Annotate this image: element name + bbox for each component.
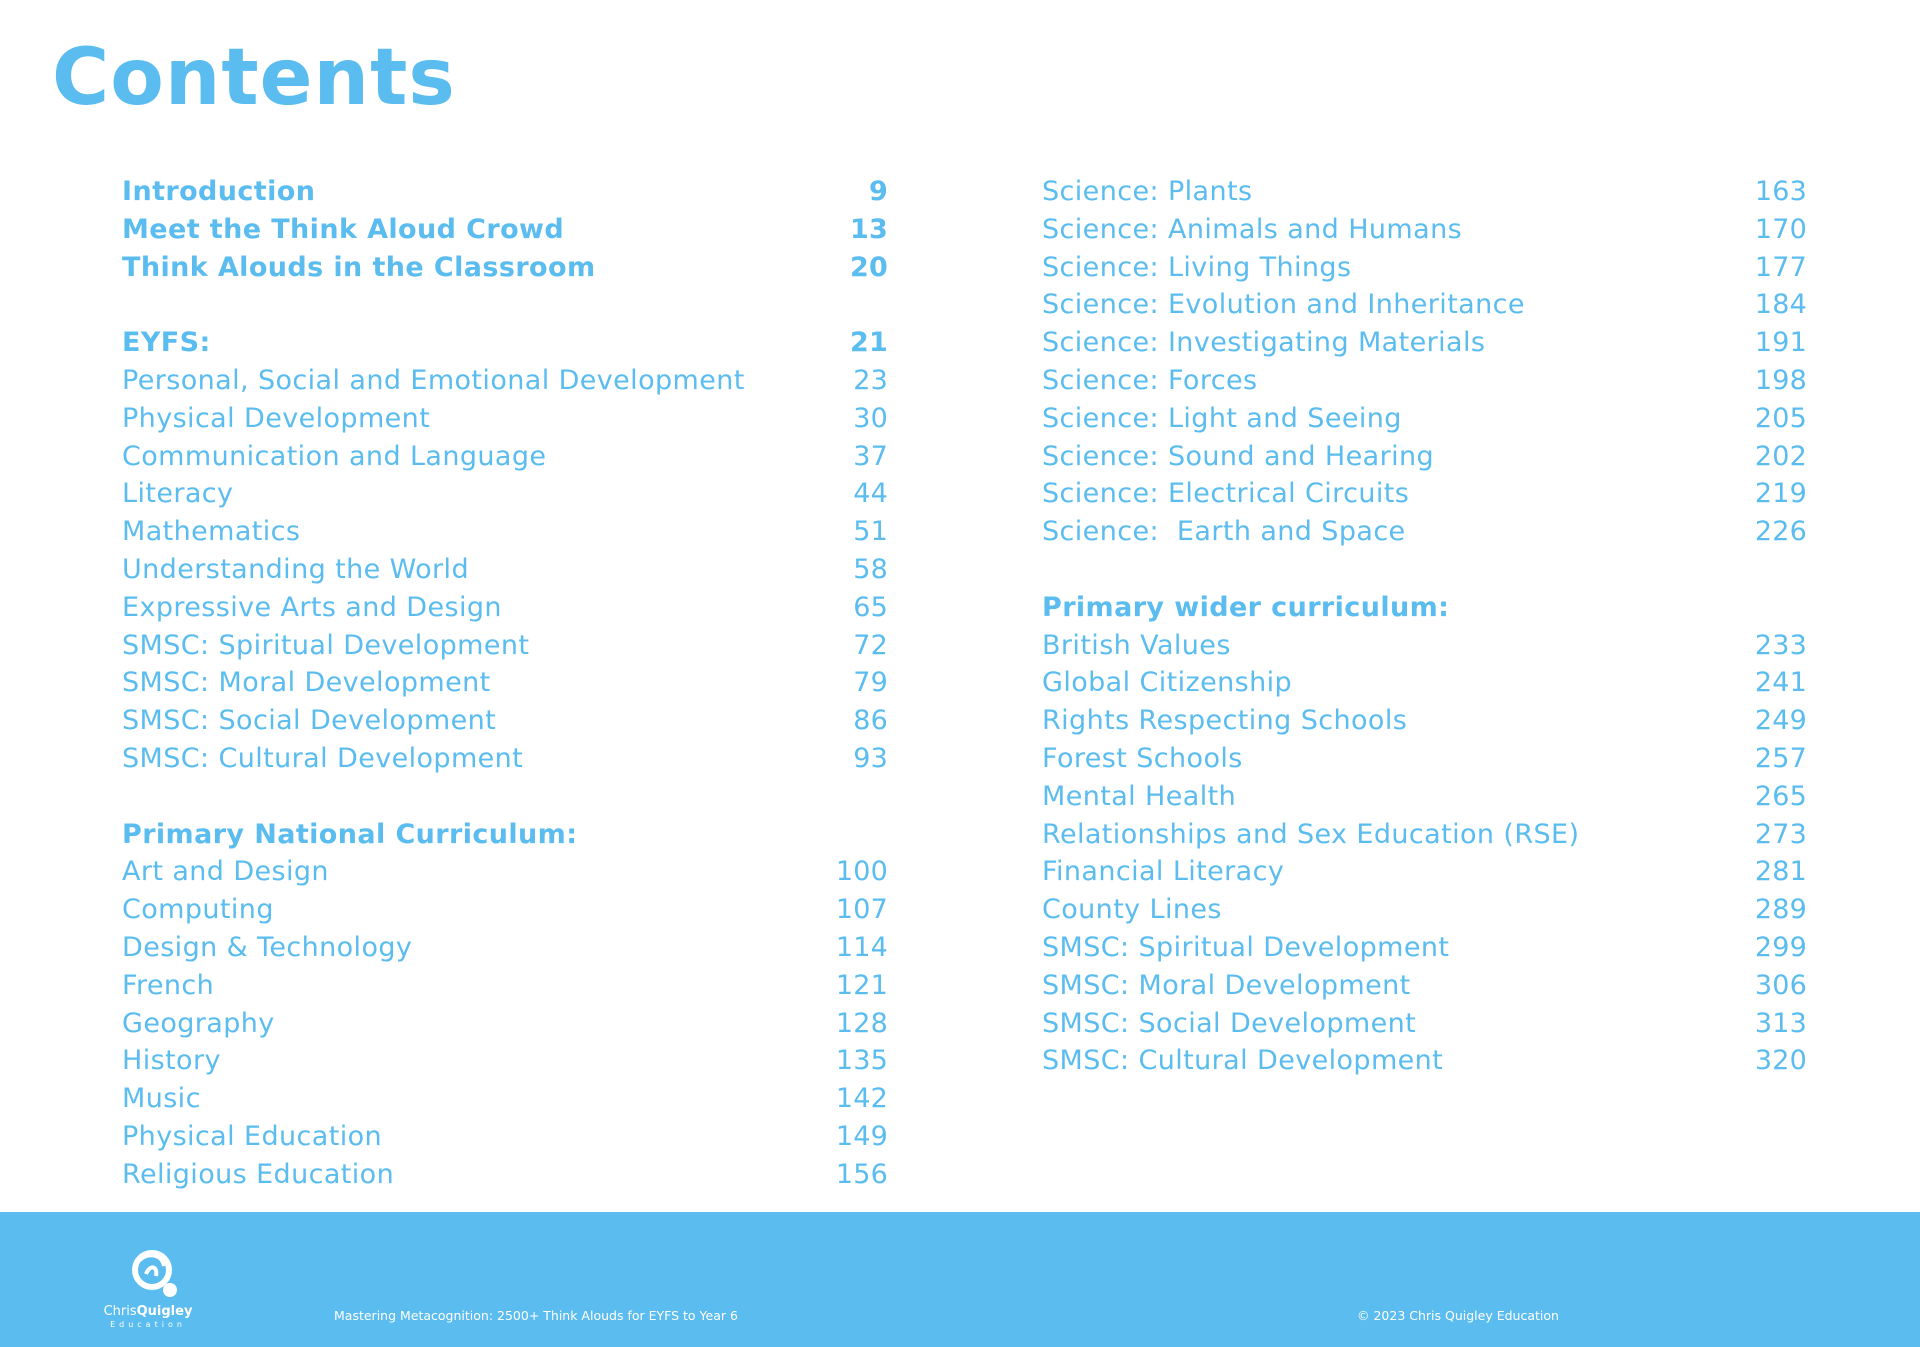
toc-entry-page-number: 226 — [1754, 516, 1807, 548]
toc-entry-label: SMSC: Cultural Development — [1042, 1045, 1444, 1077]
toc-entry-page-number: 93 — [853, 742, 888, 774]
toc-entry-page-number: 128 — [835, 1007, 888, 1039]
toc-entry-label: County Lines — [1042, 894, 1222, 926]
toc-entry — [1042, 664, 1807, 702]
toc-entry-page-number: 65 — [853, 591, 888, 623]
toc-entry — [1042, 249, 1807, 287]
toc-entry — [122, 438, 888, 476]
toc-entry — [122, 853, 888, 891]
toc-entry-page-number: 86 — [853, 705, 888, 737]
page-title: Contents — [52, 33, 456, 123]
toc-entry-page-number: 219 — [1754, 478, 1807, 510]
toc-entry-label: Mathematics — [122, 516, 301, 548]
footer-copyright: © 2023 Chris Quigley Education — [1357, 1308, 1559, 1323]
toc-entry-label: Science: Investigating Materials — [1042, 327, 1486, 359]
toc-spacer — [1042, 551, 1807, 589]
toc-entry-label: Science: Light and Seeing — [1042, 402, 1402, 434]
toc-entry — [122, 362, 888, 400]
chris-quigley-logo-icon — [128, 1248, 180, 1300]
toc-entry-page-number: 289 — [1754, 894, 1807, 926]
toc-entry-label: Science: Earth and Space — [1042, 516, 1406, 548]
toc-entry — [1042, 1042, 1807, 1080]
toc-entry-label: Rights Respecting Schools — [1042, 705, 1408, 737]
toc-entry — [1042, 740, 1807, 778]
toc-entry-label: Music — [122, 1083, 201, 1115]
toc-entry-label: Science: Electrical Circuits — [1042, 478, 1410, 510]
toc-entry-page-number: 241 — [1754, 667, 1807, 699]
toc-entry — [122, 1005, 888, 1043]
toc-entry — [122, 627, 888, 665]
toc-entry-label: Communication and Language — [122, 440, 547, 472]
toc-entry-page-number: 100 — [835, 856, 888, 888]
toc-entry-label: Science: Plants — [1042, 176, 1253, 207]
toc-entry-page-number: 202 — [1754, 440, 1807, 472]
logo-wordmark — [98, 1304, 198, 1319]
toc-entry — [122, 589, 888, 627]
toc-entry — [122, 740, 888, 778]
toc-entry — [122, 929, 888, 967]
toc-section-heading — [1042, 589, 1807, 627]
toc-spacer — [122, 778, 888, 816]
toc-entry — [122, 400, 888, 438]
toc-entry-label: French — [122, 969, 215, 1001]
toc-entry — [1042, 400, 1807, 438]
toc-entry-label: Primary National Curriculum: — [122, 818, 578, 850]
toc-entry-page-number: 299 — [1754, 931, 1807, 963]
toc-entry-page-number: 198 — [1754, 364, 1807, 396]
toc-entry — [122, 1118, 888, 1156]
toc-entry-label: Science: Animals and Humans — [1042, 213, 1463, 245]
toc-entry-label: Art and Design — [122, 856, 329, 888]
toc-entry-label: Religious Education — [122, 1158, 395, 1190]
toc-entry — [1042, 513, 1807, 551]
toc-entry-label: Meet the Think Aloud Crowd — [122, 213, 565, 245]
toc-spacer — [122, 286, 888, 324]
toc-entry — [122, 1080, 888, 1118]
toc-entry-label: Science: Sound and Hearing — [1042, 440, 1435, 472]
logo-name-bold: Quigley — [136, 1304, 193, 1319]
toc-entry-label: Expressive Arts and Design — [122, 591, 502, 623]
toc-entry-page-number: 257 — [1754, 742, 1807, 774]
toc-entry — [1042, 211, 1807, 249]
toc-entry-page-number: 170 — [1754, 213, 1807, 245]
toc-entry-page-number: 184 — [1754, 289, 1807, 321]
toc-entry-label: Primary wider curriculum: — [1042, 591, 1450, 623]
toc-entry-page-number: 21 — [850, 327, 888, 359]
toc-entry-page-number: 107 — [835, 894, 888, 926]
toc-entry-page-number: 205 — [1754, 402, 1807, 434]
toc-entry-page-number: 58 — [853, 553, 888, 585]
toc-entry — [1042, 816, 1807, 854]
toc-entry — [122, 664, 888, 702]
toc-entry-page-number: 121 — [835, 969, 888, 1001]
toc-entry — [122, 551, 888, 589]
logo-name-regular: Chris — [103, 1304, 137, 1319]
toc-entry-page-number: 313 — [1754, 1007, 1807, 1039]
toc-entry-page-number: 44 — [853, 478, 888, 510]
toc-entry-label: Computing — [122, 894, 274, 926]
toc-entry-page-number: 320 — [1754, 1045, 1807, 1077]
toc-entry-label: Think Alouds in the Classroom — [122, 251, 596, 283]
toc-entry — [1042, 286, 1807, 324]
toc-entry-label: History — [122, 1045, 221, 1077]
toc-column-right — [1042, 173, 1807, 1080]
toc-entry-label: SMSC: Social Development — [1042, 1007, 1417, 1039]
toc-entry-label: Science: Evolution and Inheritance — [1042, 289, 1525, 321]
toc-entry — [1042, 475, 1807, 513]
page-footer — [0, 1212, 1920, 1347]
logo-subtitle: Education — [110, 1320, 186, 1329]
toc-entry-page-number: 9 — [869, 176, 888, 207]
toc-entry-page-number: 13 — [850, 213, 888, 245]
toc-entry-label: Geography — [122, 1007, 275, 1039]
toc-entry — [122, 967, 888, 1005]
toc-entry-label: SMSC: Social Development — [122, 705, 497, 737]
toc-entry-page-number: 114 — [835, 931, 888, 963]
toc-entry — [122, 475, 888, 513]
footer-book-title: Mastering Metacognition: 2500+ Think Alouds for EYFS to Year 6 — [334, 1308, 738, 1323]
toc-entry — [1042, 929, 1807, 967]
toc-entry-page-number: 281 — [1754, 856, 1807, 888]
toc-entry — [122, 513, 888, 551]
toc-entry-label: Design & Technology — [122, 931, 413, 963]
toc-entry-page-number: 30 — [853, 402, 888, 434]
toc-entry-label: Forest Schools — [1042, 742, 1243, 774]
toc-entry-page-number: 233 — [1754, 629, 1807, 661]
toc-entry-page-number: 265 — [1754, 780, 1807, 812]
toc-entry — [1042, 173, 1807, 211]
toc-entry-page-number: 156 — [835, 1158, 888, 1190]
publisher-logo — [98, 1248, 198, 1328]
toc-entry-label: British Values — [1042, 629, 1231, 661]
toc-entry-label: SMSC: Cultural Development — [122, 742, 524, 774]
toc-entry-label: Physical Development — [122, 402, 431, 434]
toc-entry-page-number: 72 — [853, 629, 888, 661]
toc-entry-label: Science: Forces — [1042, 364, 1258, 396]
toc-entry-label: Personal, Social and Emotional Development — [122, 364, 745, 396]
toc-entry-page-number: 142 — [835, 1083, 888, 1115]
toc-entry-page-number: 149 — [835, 1120, 888, 1152]
toc-entry — [1042, 853, 1807, 891]
toc-entry-label: SMSC: Moral Development — [1042, 969, 1411, 1001]
toc-entry-page-number: 79 — [853, 667, 888, 699]
toc-entry-page-number: 37 — [853, 440, 888, 472]
toc-entry — [122, 702, 888, 740]
toc-entry-label: Mental Health — [1042, 780, 1237, 812]
toc-entry-label: EYFS: — [122, 327, 211, 359]
toc-entry — [1042, 967, 1807, 1005]
toc-entry — [1042, 362, 1807, 400]
toc-entry — [122, 211, 888, 249]
toc-entry-page-number: 249 — [1754, 705, 1807, 737]
toc-section-heading — [122, 816, 888, 854]
toc-entry — [1042, 627, 1807, 665]
toc-entry-label: Science: Living Things — [1042, 251, 1352, 283]
toc-entry — [1042, 891, 1807, 929]
toc-entry-label: Financial Literacy — [1042, 856, 1285, 888]
toc-entry-page-number: 135 — [835, 1045, 888, 1077]
toc-entry — [122, 1156, 888, 1194]
toc-column-left — [122, 173, 888, 1194]
toc-entry — [122, 891, 888, 929]
toc-entry-page-number: 20 — [850, 251, 888, 283]
toc-entry — [122, 1042, 888, 1080]
toc-entry-label: Understanding the World — [122, 553, 469, 585]
toc-entry — [122, 173, 888, 211]
toc-entry-label: SMSC: Moral Development — [122, 667, 491, 699]
toc-entry-page-number: 23 — [853, 364, 888, 396]
toc-entry-page-number: 163 — [1754, 176, 1807, 207]
toc-entry-label: Introduction — [122, 176, 316, 207]
toc-entry-page-number: 306 — [1754, 969, 1807, 1001]
toc-entry-label: Literacy — [122, 478, 234, 510]
toc-entry — [1042, 1005, 1807, 1043]
toc-entry — [1042, 702, 1807, 740]
toc-entry-page-number: 191 — [1754, 327, 1807, 359]
toc-entry — [1042, 324, 1807, 362]
toc-entry-label: Physical Education — [122, 1120, 383, 1152]
toc-entry — [122, 249, 888, 287]
toc-entry-page-number: 273 — [1754, 818, 1807, 850]
toc-entry-label: Relationships and Sex Education (RSE) — [1042, 818, 1580, 850]
toc-entry — [122, 324, 888, 362]
toc-entry-label: SMSC: Spiritual Development — [122, 629, 530, 661]
toc-entry-label: SMSC: Spiritual Development — [1042, 931, 1450, 963]
toc-entry-page-number: 177 — [1754, 251, 1807, 283]
toc-entry-label: Global Citizenship — [1042, 667, 1293, 699]
toc-entry-page-number: 51 — [853, 516, 888, 548]
toc-entry — [1042, 438, 1807, 476]
toc-entry — [1042, 778, 1807, 816]
